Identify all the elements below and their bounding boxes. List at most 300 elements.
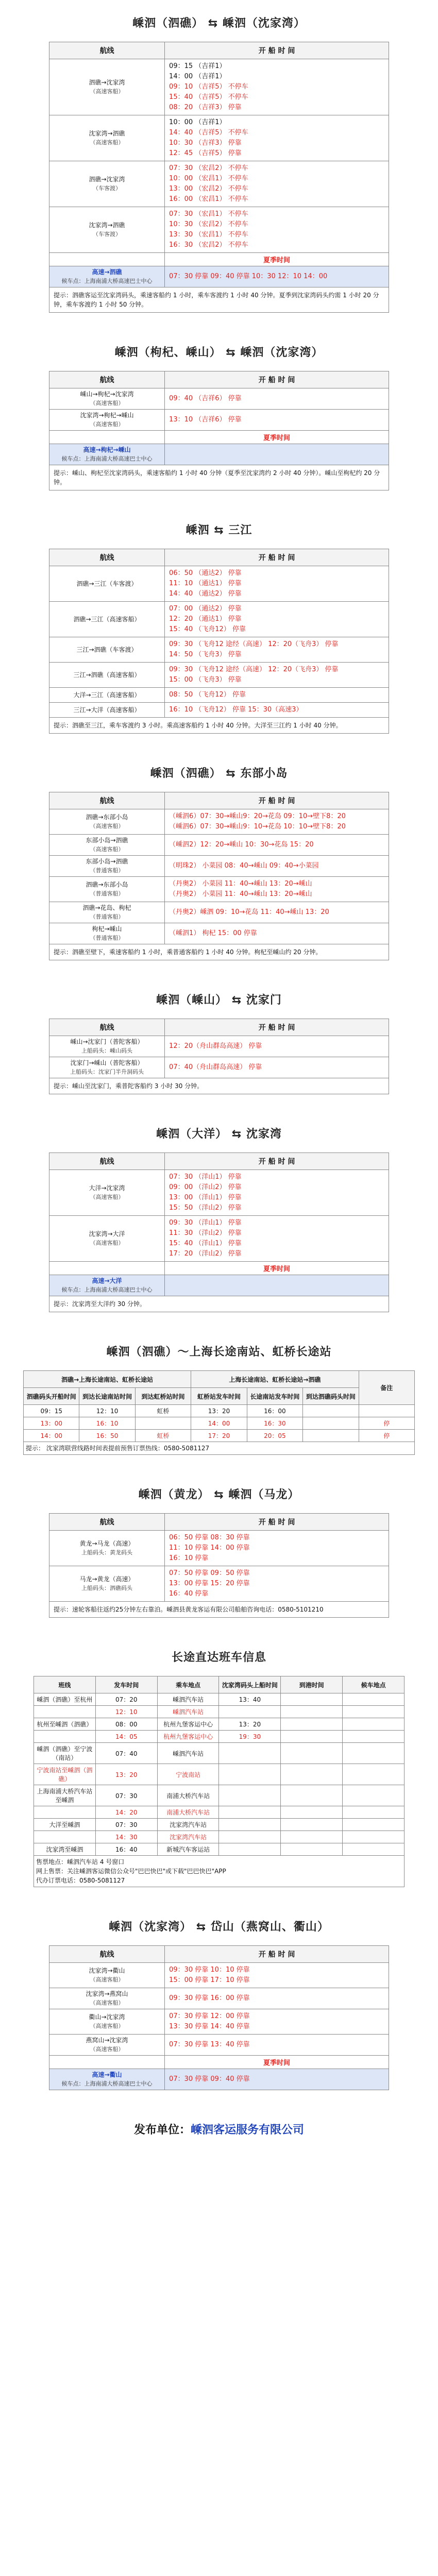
departure-time: 13：00 停靠 15：20 停靠 xyxy=(169,1580,250,1587)
express-row xyxy=(49,1275,389,1296)
departure-time: 16：40 停靠 xyxy=(169,1590,209,1598)
s8-section xyxy=(49,1486,389,1618)
table-cell xyxy=(343,1731,405,1743)
departure-time: 09：30 停靠 16：00 停靠 xyxy=(169,1994,250,2002)
times-cell xyxy=(165,115,389,161)
section-note: 提示：速轮客船往返约25分钟左右靠泊。嵊泗县黄龙客运有限公司船舶咨询电话：0580-5101210 xyxy=(49,1602,389,1618)
table-cell: 嵊泗（泗礁）至宁波（南站） xyxy=(34,1743,96,1764)
route-name: 沈家门→嵊山（普陀客船） xyxy=(70,1059,144,1066)
departure-time: 13：30 （宏昌1） 不停车 xyxy=(169,231,248,239)
table-cell: 沈家湾汽车站 xyxy=(157,1831,219,1843)
route-sub: （高速客船） xyxy=(90,1240,124,1246)
route-name: 大洋→三江（高速客船） xyxy=(73,691,141,699)
season-label: 夏季时间 xyxy=(165,431,389,444)
departure-time: （丹奥2） 小菜园 11：40→嵊山 13：20→嵊山 xyxy=(169,880,312,888)
table-row xyxy=(49,1566,389,1602)
note-row xyxy=(24,1442,415,1455)
departure-time: 11：10 停靠 14：00 停靠 xyxy=(169,1544,250,1552)
route-name: 嵊山→沈家门（普陀客船） xyxy=(70,1038,144,1045)
times-cell xyxy=(165,1963,389,1988)
route-sub: （高速客船） xyxy=(90,1999,124,2006)
table-cell: 宁波南站 xyxy=(157,1764,219,1785)
departure-time: 08：50 （飞舟12） 停靠 xyxy=(169,691,246,699)
col-header: 到达虹桥站时间 xyxy=(135,1388,191,1405)
route-sub: （高速客船） xyxy=(90,1976,124,1983)
table-cell: 大洋至嵊泗 xyxy=(34,1819,96,1831)
route-cell xyxy=(49,2009,165,2035)
times-cell xyxy=(165,688,389,703)
table-row xyxy=(49,663,389,688)
route-cell xyxy=(49,410,165,431)
route-name: 沈家湾→衢山 xyxy=(89,1967,125,1974)
table-cell xyxy=(219,1831,281,1843)
departure-time: 16：10 （飞舟12） 停靠 15：30（高速3） xyxy=(169,706,303,714)
section-title: 嵊泗（大洋） ⇆ 沈家湾 xyxy=(156,1128,282,1141)
table-cell: 13：20 xyxy=(219,1718,281,1731)
table-cell: 14：30 xyxy=(95,1831,157,1843)
table-cell xyxy=(343,1718,405,1731)
route-cell xyxy=(49,444,165,465)
departure-time: 14：40 （吉祥5） 不停车 xyxy=(169,129,248,137)
schedule-table xyxy=(49,1153,389,1312)
table-header xyxy=(49,549,389,566)
schedule-table xyxy=(49,42,389,313)
table-cell: 07：30 xyxy=(95,1785,157,1806)
route-sub: （高速客船） xyxy=(90,421,124,428)
table-cell: 停 xyxy=(359,1430,414,1442)
departure-time: 15：40 （飞舟12） 停靠 xyxy=(169,625,246,633)
table-row xyxy=(49,1988,389,2009)
table-cell: 13：20 xyxy=(95,1764,157,1785)
express-row xyxy=(49,266,389,287)
departure-time: 09：30 （飞舟12 途经（高速） 12：20（飞舟3） 停靠 xyxy=(169,640,339,648)
route-name: 衢山→沈家湾 xyxy=(89,2013,125,2021)
table-cell xyxy=(343,1764,405,1785)
departure-time: 07：40（舟山群岛高速） 停靠 xyxy=(169,1063,262,1071)
table-header xyxy=(49,1019,389,1036)
table-cell: 16：00 xyxy=(247,1405,302,1417)
table-cell: 嵊泗汽车站 xyxy=(157,1706,219,1718)
times-cell xyxy=(165,207,389,253)
route-sub: （普通客船） xyxy=(90,913,124,920)
times-cell xyxy=(165,388,389,410)
departure-time: 06：50 停靠 08：30 停靠 xyxy=(169,1534,250,1541)
departure-time: 13：30 停靠 14：40 停靠 xyxy=(169,2023,250,2030)
departure-time: 15：50 （洋山2） 停靠 xyxy=(169,1204,242,1212)
route-cell xyxy=(49,2069,165,2090)
schedule-table xyxy=(49,549,389,734)
table-cell: 杭州九堡客运中心 xyxy=(157,1718,219,1731)
col-header: 航线 xyxy=(49,1153,165,1170)
times-cell xyxy=(165,410,389,431)
route-name: 泗礁→花岛、枸杞 xyxy=(82,904,131,911)
season-spacer xyxy=(49,2056,165,2069)
table-cell: 杭州至嵊泗（泗礁） xyxy=(34,1718,96,1731)
table-cell xyxy=(343,1819,405,1831)
departure-time: 07：30 停靠 13：40 停靠 xyxy=(169,2041,250,2048)
departure-time: 10：30 （宏昌2） 不停车 xyxy=(169,221,248,228)
table-cell xyxy=(281,1718,343,1731)
table-cell: 08：00 xyxy=(95,1718,157,1731)
table-cell xyxy=(281,1831,343,1843)
times-cell xyxy=(165,877,389,902)
table-row xyxy=(49,923,389,944)
note-row xyxy=(49,1296,389,1312)
departure-time: 15：40 （洋山1） 停靠 xyxy=(169,1240,242,1247)
route-name: 泗礁→沈家湾 xyxy=(89,176,125,183)
table-header xyxy=(24,1371,415,1388)
table-row xyxy=(24,1417,415,1430)
departure-time: 07：50 停靠 09：50 停靠 xyxy=(169,1569,250,1577)
departure-time: 16：00 （宏昌1） 不停车 xyxy=(169,195,248,203)
season-label: 夏季时间 xyxy=(165,253,389,266)
times-cell xyxy=(165,1170,389,1216)
route-cell xyxy=(49,115,165,161)
departure-time: 09：30 （洋山1） 停靠 xyxy=(169,1219,242,1227)
times-cell xyxy=(165,59,389,115)
table-cell: 13：00 xyxy=(24,1417,79,1430)
route-cell xyxy=(49,1170,165,1216)
route-name: 沈家湾→泗礁 xyxy=(89,130,125,137)
table-cell: 嵊泗（泗礁）至杭州 xyxy=(34,1693,96,1706)
departure-time: 11：30 （洋山2） 停靠 xyxy=(169,1229,242,1237)
col-header: 发车时间 xyxy=(95,1676,157,1693)
table-row xyxy=(34,1693,405,1706)
times-cell xyxy=(165,1216,389,1262)
route-cell xyxy=(49,602,165,637)
table-header xyxy=(49,42,389,59)
route-name: 泗礁→沈家湾 xyxy=(89,79,125,86)
table-cell: 嵊泗汽车站 xyxy=(157,1743,219,1764)
table-cell: 虹桥 xyxy=(135,1405,191,1417)
col-header: 开 船 时 间 xyxy=(165,1946,389,1963)
departure-time: 16：30 （宏昌2） 不停车 xyxy=(169,241,248,249)
table-row xyxy=(34,1843,405,1856)
table-cell: 南浦大桥汽车站 xyxy=(157,1806,219,1819)
route-sub: （普通客船） xyxy=(90,935,124,941)
schedule-table xyxy=(49,371,389,490)
departure-time: 13：10 （吉祥6） 停靠 xyxy=(169,416,242,423)
route-name: 嵊山→枸杞→沈家湾 xyxy=(80,391,134,398)
route-sub: （普通客船） xyxy=(90,867,124,874)
departure-time: 06：50 （通达2） 停靠 xyxy=(169,569,242,577)
season-spacer xyxy=(49,1262,165,1275)
times-cell xyxy=(165,602,389,637)
route-name: 泗礁→东部小岛 xyxy=(86,814,128,821)
route-cell xyxy=(49,1216,165,1262)
table-cell xyxy=(281,1693,343,1706)
departure-time: 09：10 （吉祥5） 不停车 xyxy=(169,83,248,91)
route-cell xyxy=(49,161,165,207)
times-cell xyxy=(165,2035,389,2056)
route-sub: （高速客船） xyxy=(90,400,124,406)
note-row xyxy=(49,1602,389,1618)
table-header xyxy=(49,371,389,388)
table-row xyxy=(34,1743,405,1764)
table-row xyxy=(49,902,389,923)
table-cell: 19：30 xyxy=(219,1731,281,1743)
s6-section xyxy=(49,1125,389,1312)
route-cell xyxy=(49,1036,165,1057)
departure-time: 15：00 停靠 17：10 停靠 xyxy=(169,1976,250,1984)
table-cell xyxy=(343,1806,405,1819)
departure-time: （嵊泗1） 枸杞 15：00 停靠 xyxy=(169,929,257,937)
times-cell: 07：30 停靠 09：40 停靠 10：30 12：10 14：00 xyxy=(165,266,389,287)
table-row xyxy=(49,115,389,161)
table-row xyxy=(49,2035,389,2056)
table-row xyxy=(34,1731,405,1743)
times-cell xyxy=(165,1566,389,1602)
departure-time: 17：20 （洋山2） 停靠 xyxy=(169,1250,242,1258)
section-note: 提示：嵊山至沈家门，乘普陀客船约 3 小时 30 分钟。 xyxy=(49,1078,389,1094)
table-cell: 16：30 xyxy=(247,1417,302,1430)
schedule-table xyxy=(49,792,389,960)
departure-time: 12：20（舟山群岛高速） 停靠 xyxy=(169,1042,262,1050)
table-row xyxy=(49,602,389,637)
departure-time: 09：40 （吉祥6） 停靠 xyxy=(169,395,242,402)
section-title: 嵊泗（嵊山） ⇆ 沈家门 xyxy=(156,994,282,1007)
table-cell: 12：10 xyxy=(79,1405,135,1417)
times-cell xyxy=(165,703,389,718)
col-header: 到港时间 xyxy=(281,1676,343,1693)
route-sub: （高速客船） xyxy=(90,2023,124,2029)
col-header: 开 船 时 间 xyxy=(165,792,389,809)
section-note xyxy=(34,1856,405,1887)
times-cell xyxy=(165,835,389,856)
season-row xyxy=(49,253,389,266)
route-sub: （高速客船） xyxy=(90,846,124,853)
schedule-table xyxy=(49,1513,389,1618)
route-name: 沈家湾→大洋 xyxy=(89,1230,125,1238)
section-title: 嵊泗（枸杞、嵊山） ⇆ 嵊泗（沈家湾） xyxy=(114,346,324,359)
table-cell: 07：40 xyxy=(95,1743,157,1764)
table-cell xyxy=(219,1806,281,1819)
s10-section xyxy=(49,1918,389,2090)
note-row xyxy=(49,465,389,490)
table-cell xyxy=(281,1764,343,1785)
departure-time: 13：00 （洋山1） 停靠 xyxy=(169,1194,242,1201)
times-cell xyxy=(165,856,389,877)
table-row xyxy=(49,410,389,431)
season-label: 夏季时间 xyxy=(165,1262,389,1275)
departure-time: 09：15 （吉祥1） xyxy=(169,62,226,70)
col-header: 航线 xyxy=(49,371,165,388)
note-row xyxy=(49,1078,389,1094)
note-line: 网上售票：关注嵊泗客运微信公众号"巴巴快巴"或下载"巴巴快巴"APP xyxy=(36,1868,226,1875)
table-cell xyxy=(359,1405,414,1417)
table-row xyxy=(49,388,389,410)
table-cell xyxy=(34,1806,96,1819)
col-header: 开 船 时 间 xyxy=(165,549,389,566)
table-header xyxy=(24,1388,415,1405)
departure-time: 07：30 （洋山1） 停靠 xyxy=(169,1173,242,1181)
table-header xyxy=(49,1514,389,1531)
col-header: 开 船 时 间 xyxy=(165,42,389,59)
departure-time: 15：40 （吉祥5） 不停车 xyxy=(169,93,248,101)
route-name: 高速→枸杞→嵊山 xyxy=(83,446,131,453)
table-cell: 新城汽车客运站 xyxy=(157,1843,219,1856)
route-sub: 上船码头：泗礁码头 xyxy=(81,1585,133,1591)
route-cell xyxy=(49,703,165,718)
departure-time: （明珠2） 小菜园 08：40→嵊山 09：40→小菜园 xyxy=(169,862,319,870)
route-sub: （高速客船） xyxy=(90,139,124,146)
table-cell: 14：00 xyxy=(24,1430,79,1442)
route-cell xyxy=(49,856,165,877)
table-cell xyxy=(343,1693,405,1706)
route-name: 高速→泗礁 xyxy=(92,268,122,276)
route-sub: （高速客船） xyxy=(90,2046,124,2053)
times-cell xyxy=(165,1988,389,2009)
table-row xyxy=(49,59,389,115)
departure-time: 11：10 （通达1） 停靠 xyxy=(169,580,242,587)
table-row xyxy=(49,688,389,703)
departure-time: 16：10 停靠 xyxy=(169,1554,209,1562)
table-row xyxy=(49,566,389,602)
times-cell xyxy=(165,1531,389,1566)
note-row xyxy=(49,287,389,313)
table-row xyxy=(49,637,389,663)
route-name: 泗礁→三江（车客渡） xyxy=(76,580,138,587)
departure-time: 14：00 （吉祥1） xyxy=(169,73,226,80)
times-cell xyxy=(165,637,389,663)
route-name: 东部小岛→泗礁 xyxy=(86,858,128,865)
route-name: 三江→泗礁（高速客船） xyxy=(73,671,141,679)
route-cell xyxy=(49,663,165,688)
section-title: 嵊泗（黄龙） ⇆ 嵊泗（马龙） xyxy=(138,1488,300,1501)
section-title: 嵊泗（泗礁） ⇆ 嵊泗（沈家湾） xyxy=(132,17,306,30)
times-cell xyxy=(165,663,389,688)
route-cell xyxy=(49,1988,165,2009)
table-row xyxy=(49,1036,389,1057)
departure-time: 09：00 （洋山2） 停靠 xyxy=(169,1183,242,1191)
departure-time: （嵊泗6）07：30→嵊山9：10→花岛 10：10→壁下8：20 xyxy=(169,823,346,831)
departure-time: 14：50 （飞舟3） 停靠 xyxy=(169,651,242,658)
table-cell xyxy=(303,1430,359,1442)
departure-time: （丹奥2）嵊泗 09：10→花岛 11：40→嵊山 13：20 xyxy=(169,908,329,916)
schedule-table xyxy=(49,1945,389,2090)
table-row xyxy=(34,1706,405,1718)
section-title: 嵊泗 ⇆ 三江 xyxy=(186,524,252,537)
table-cell xyxy=(303,1405,359,1417)
route-cell xyxy=(49,566,165,602)
table-row xyxy=(49,835,389,856)
route-name: 高速→衢山 xyxy=(92,2071,122,2078)
schedule-table xyxy=(49,1019,389,1094)
table-cell: 07：30 xyxy=(95,1819,157,1831)
table-row xyxy=(49,809,389,835)
note-line: 售票地点：嵊泗汽车站 4 号窗口 xyxy=(36,1858,125,1866)
table-cell: 14：05 xyxy=(95,1731,157,1743)
route-cell xyxy=(49,2035,165,2056)
route-cell xyxy=(49,809,165,835)
s4-section xyxy=(49,765,389,960)
section-note: 提示：泗礁客运至沈家湾码头，乘速客船约 1 小时，乘车客渡约 1 小时 40 分钟。夏季到沈家湾码头约需 1 小时 20 分钟，乘车客渡约 1 小时 50 分钟。 xyxy=(49,287,389,313)
col-header: 上海长途南站、虹桥长途站→泗礁 xyxy=(191,1371,359,1388)
col-header: 沈家湾码头上船时间 xyxy=(219,1676,281,1693)
table-header xyxy=(49,792,389,809)
table-cell xyxy=(303,1417,359,1430)
departure-time: 10：00 （宏昌1） 不停车 xyxy=(169,175,248,182)
route-cell xyxy=(49,637,165,663)
route-cell xyxy=(49,902,165,923)
table-cell xyxy=(343,1706,405,1718)
route-cell xyxy=(49,388,165,410)
departure-time: （嵊泗6）07：30→嵊山9：20→花岛 09：10→壁下8：20 xyxy=(169,812,346,820)
note-row xyxy=(49,944,389,960)
table-cell: 杭州九堡客运中心 xyxy=(157,1731,219,1743)
season-label: 夏季时间 xyxy=(165,2056,389,2069)
route-cell xyxy=(49,207,165,253)
col-header: 乘车地点 xyxy=(157,1676,219,1693)
times-cell xyxy=(165,1275,389,1296)
table-cell xyxy=(219,1764,281,1785)
route-cell xyxy=(49,1566,165,1602)
table-row xyxy=(49,1170,389,1216)
table-cell xyxy=(135,1417,191,1430)
route-name: 沈家湾→燕窝山 xyxy=(86,1990,128,1997)
departure-time: 07：30 （宏昌1） 不停车 xyxy=(169,210,248,218)
table-cell: 上海南浦大桥汽车站至嵊泗 xyxy=(34,1785,96,1806)
departure-time: 10：30 （吉祥3） 停靠 xyxy=(169,139,242,147)
table-cell: 停 xyxy=(359,1417,414,1430)
table-cell: 12：10 xyxy=(95,1706,157,1718)
route-name: 马龙→黄龙（高速） xyxy=(79,1575,134,1583)
s7-section xyxy=(23,1343,415,1455)
col-header: 航线 xyxy=(49,1946,165,1963)
table-cell xyxy=(343,1843,405,1856)
route-name: 大洋→沈家湾 xyxy=(89,1184,125,1192)
col-header: 到达泗礁码头时间 xyxy=(303,1388,359,1405)
table-row xyxy=(49,1216,389,1262)
col-header: 航线 xyxy=(49,792,165,809)
table-cell: 嵊泗汽车站 xyxy=(157,1693,219,1706)
table-row xyxy=(34,1785,405,1806)
col-header: 到达长途南站时间 xyxy=(79,1388,135,1405)
departure-time: 15：00 （飞舟3） 停靠 xyxy=(169,676,242,684)
route-sub: 候车点：上海南浦大桥高速巴士中心 xyxy=(61,278,153,284)
times-cell xyxy=(165,2009,389,2035)
col-header: 候车地点 xyxy=(343,1676,405,1693)
route-sub: （车客渡） xyxy=(93,231,122,238)
times-cell xyxy=(165,923,389,944)
table-cell xyxy=(219,1785,281,1806)
route-cell xyxy=(49,923,165,944)
col-header: 开 船 时 间 xyxy=(165,1019,389,1036)
departure-time: 10：00 （吉祥1） xyxy=(169,118,226,126)
publisher-name: 嵊泗客运服务有限公司 xyxy=(191,2124,305,2137)
times-cell xyxy=(165,1036,389,1057)
table-cell: 南浦大桥汽车站 xyxy=(157,1785,219,1806)
route-sub: （普通客船） xyxy=(90,890,124,897)
route-cell xyxy=(49,1275,165,1296)
times-cell xyxy=(165,161,389,207)
departure-time: （丹奥2） 小菜园 11：40→嵊山 13：20→嵊山 xyxy=(169,890,312,898)
table-cell xyxy=(219,1743,281,1764)
table-row xyxy=(49,703,389,718)
departure-time: 12：45 （吉祥5） 停靠 xyxy=(169,149,242,157)
season-row xyxy=(49,431,389,444)
route-sub: 上船码头：沈家门半升洞码头 xyxy=(70,1069,144,1075)
col-header: 长途南站发车时间 xyxy=(247,1388,302,1405)
route-name: 黄龙→马龙（高速） xyxy=(79,1540,134,1547)
departure-time: 12：20 （通达1） 停靠 xyxy=(169,615,242,623)
times-cell xyxy=(165,809,389,835)
s9-section xyxy=(33,1649,405,1887)
table-row xyxy=(49,1531,389,1566)
table-row xyxy=(49,161,389,207)
route-sub: （车客渡） xyxy=(93,185,122,192)
departure-time: 13：00 （宏昌2） 不停车 xyxy=(169,185,248,193)
